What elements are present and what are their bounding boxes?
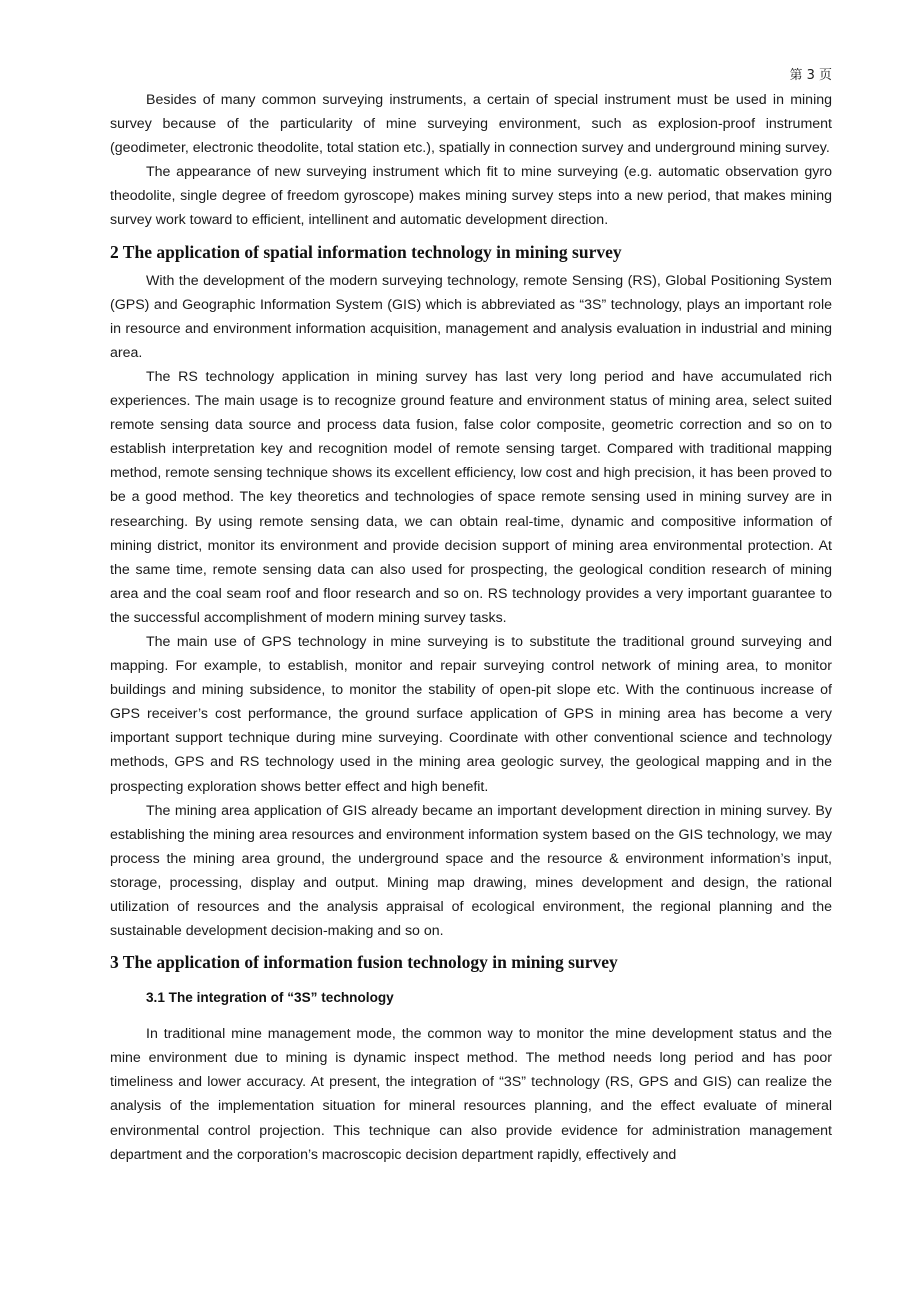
paragraph-gps-technology: The main use of GPS technology in mine surveying is to substitute the traditional ground surveying and mapping. For example, to establish, monitor and repair surveying control network of mining area, to monitor buildings and mining subsidence, to monitor the stability of open-pit slope etc. With the continuous increase of GPS receiver’s cost performance, the ground surface application of GPS in mining area has become a very important support technique during mine surveying. Coordinate with other conventional science and technology methods, GPS and RS technology used in the mining area geologic survey, the geological mapping and in the prospecting exploration shows better effect and high benefit.	[110, 633, 832, 795]
paragraph-gis-application: The mining area application of GIS already became an important development direction in mining survey. By establishing the mining area resources and environment information system based on the GIS technology, we may process the mining area ground, the underground space and the resource & environment information’s input, storage, processing, display and output. Mining map drawing, mines development and design, the rational utilization of resources and the analysis appraisal of ecological environment, the regional planning and the sustainable development decision-making and so on.	[110, 802, 832, 940]
section-heading-3: 3 The application of information fusion technology in mining survey	[110, 952, 618, 973]
paragraph-rs-technology: The RS technology application in mining survey has last very long period and have accumulated rich experiences. The main usage is to recognize ground feature and environment status of mining area, select suited remote sensing data source and process data fusion, false color composite, geometric correction and so on to establish interpretation key and recognition model of remote sensing target. Compared with traditional mapping method, remote sensing technique shows its excellent efficiency, low cost and high precision, it has been proved to be a good method. The key theoretics and technologies of space remote sensing used in mining survey are in researching. By using remote sensing data, we can obtain real-time, dynamic and compositive information of mining district, monitor its environment and provide decision support of mining area environmental protection. At the same time, remote sensing data can also used for prospecting, the geological condition research of mining area and the coal seam roof and floor research and so on. RS technology provides a very important guarantee to the successful accomplishment of modern mining survey tasks.	[110, 368, 832, 626]
paragraph-new-instruments: The appearance of new surveying instrument which fit to mine surveying (e.g. automatic observation gyro theodolite, single degree of freedom gyroscope) makes mining survey steps into a new period, that makes mining survey work toward to efficient, intellinent and automatic development direction.	[110, 164, 832, 229]
paragraph-3s-intro: With the development of the modern surveying technology, remote Sensing (RS), Global Positioning System (GPS) and Geographic Information System (GIS) which is abbreviated as “3S” technology, plays an important role in resource and environment information acquisition, management and analysis evaluation in industrial and mining area.	[110, 272, 832, 361]
page-number: 第 3 页	[789, 68, 832, 83]
paragraph-special-instruments: Besides of many common surveying instruments, a certain of special instrument must be used in mining survey because of the particularity of mine surveying environment, such as explosion-proof instrument (geodimeter, electronic theodolite, total station etc.), spatially in connection survey and underground mining survey.	[110, 92, 832, 157]
subsection-heading-3-1: 3.1 The integration of “3S” technology	[146, 990, 394, 1006]
section-heading-2: 2 The application of spatial information technology in mining survey	[110, 241, 622, 262]
document-body	[110, 88, 832, 1167]
paragraph-3s-integration: In traditional mine management mode, the common way to monitor the mine development status and the mine environment due to mining is dynamic inspect method. The method needs long period and has poor timeliness and lower accuracy. At present, the integration of “3S” technology (RS, GPS and GIS) can realize the analysis of the implementation situation for mineral resources planning, and the effect evaluate of mineral environmental control projection. This technique can also provide evidence for administration management department and the corporation’s macroscopic decision department rapidly, effectively and	[110, 1026, 832, 1163]
